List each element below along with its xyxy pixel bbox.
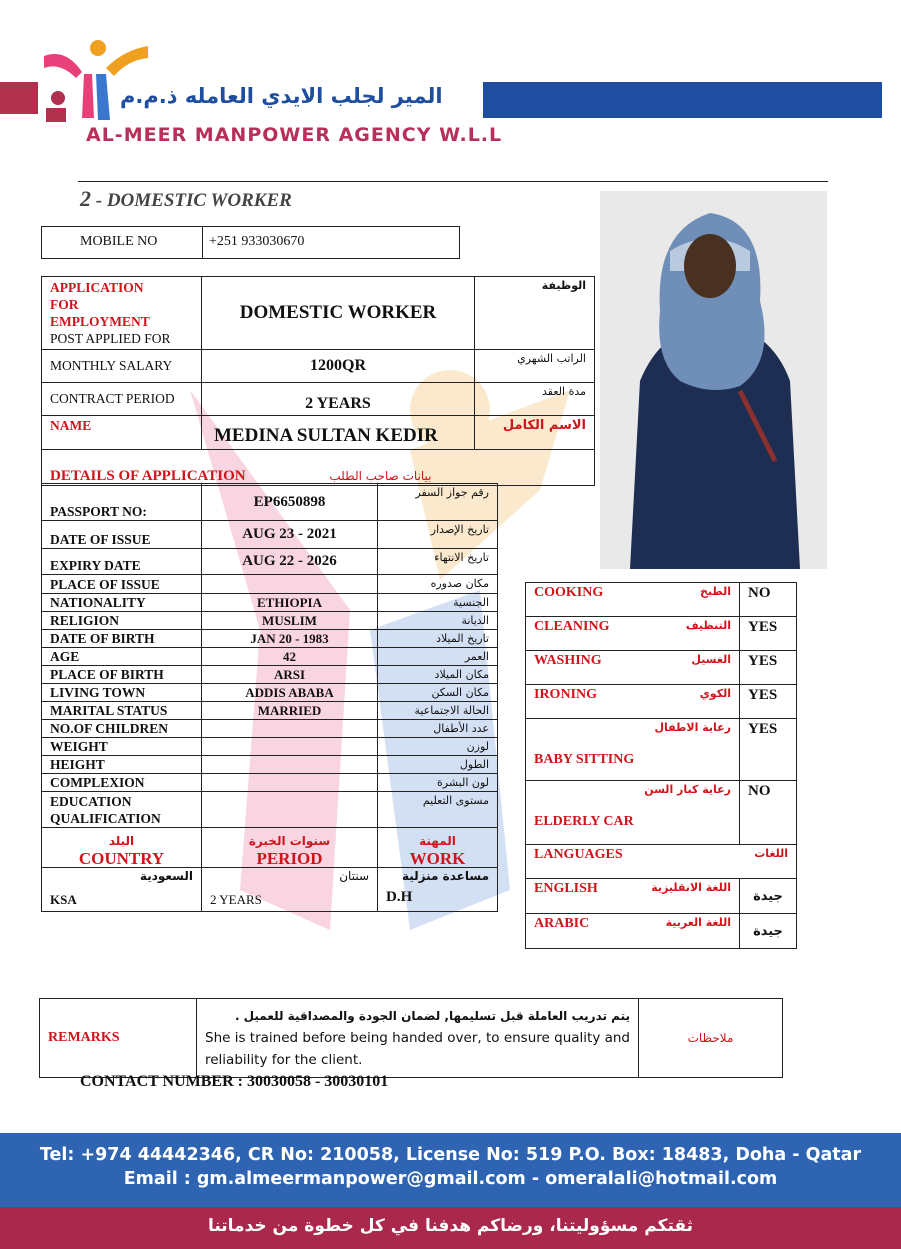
detail-label: NO.OF CHILDREN xyxy=(42,720,202,738)
skill-label: IRONING xyxy=(534,687,598,702)
detail-value xyxy=(202,575,378,594)
application-table xyxy=(41,276,595,486)
remarks-label: REMARKS xyxy=(40,999,197,1078)
skill-label: WASHING xyxy=(534,653,602,668)
languages-header xyxy=(526,845,797,879)
exp-row-country xyxy=(42,868,202,912)
skill-row xyxy=(526,719,797,781)
exp-work-head xyxy=(378,828,498,868)
detail-row xyxy=(42,684,498,702)
skills-table xyxy=(525,582,797,949)
detail-value: AUG 22 - 2026 xyxy=(202,549,378,575)
applicant-photo xyxy=(600,191,827,569)
skill-row xyxy=(526,651,797,685)
skill-row xyxy=(526,583,797,617)
detail-label-ar: مكان الميلاد xyxy=(378,666,498,684)
detail-row xyxy=(42,594,498,612)
exp-row-period-en: 2 YEARS xyxy=(210,892,262,907)
name-label-ar: الاسم الكامل xyxy=(475,416,595,450)
exp-work-ar: المهنة xyxy=(419,834,456,848)
detail-row xyxy=(42,575,498,594)
language-label: ARABIC xyxy=(534,916,590,931)
footer-contact-bar xyxy=(0,1133,901,1207)
skill-value: YES xyxy=(740,617,797,651)
detail-label: DATE OF BIRTH xyxy=(42,630,202,648)
language-label-ar: اللغة العربية xyxy=(665,916,731,929)
detail-value: JAN 20 - 1983 xyxy=(202,630,378,648)
detail-row xyxy=(42,666,498,684)
detail-value: ADDIS ABABA xyxy=(202,684,378,702)
skill-label-cell xyxy=(526,583,740,617)
skill-row xyxy=(526,781,797,845)
footer-line1: Tel: +974 44442346, CR No: 210058, License No: 519 P.O. Box: 18483, Doha - Qatar xyxy=(39,1145,862,1165)
skill-value: YES xyxy=(740,719,797,781)
contact-number: CONTACT NUMBER : 30030058 - 30030101 xyxy=(80,1073,389,1090)
detail-row xyxy=(42,484,498,521)
post-value: DOMESTIC WORKER xyxy=(202,277,475,350)
detail-label: DATE OF ISSUE xyxy=(42,521,202,549)
detail-label-ar: رقم جواز السفر xyxy=(378,484,498,521)
detail-label-ar: الطول xyxy=(378,756,498,774)
skill-label-ar: التنظيف xyxy=(685,619,731,632)
skill-row xyxy=(526,685,797,719)
detail-row xyxy=(42,521,498,549)
exp-row-period-ar: سنتان xyxy=(339,869,369,883)
company-name-english: AL-MEER MANPOWER AGENCY W.L.L xyxy=(86,124,503,146)
detail-label-ar: العمر xyxy=(378,648,498,666)
title-text: - DOMESTIC WORKER xyxy=(91,190,292,211)
detail-row xyxy=(42,648,498,666)
skill-label-ar: الكوي xyxy=(699,687,731,700)
skill-label: ELDERLY CAR xyxy=(534,814,634,829)
languages-label: LANGUAGES xyxy=(534,847,623,862)
skill-row xyxy=(526,617,797,651)
detail-label-ar: الديانة xyxy=(378,612,498,630)
exp-country-head xyxy=(42,828,202,868)
detail-label-ar: عدد الأطفال xyxy=(378,720,498,738)
skill-label-cell xyxy=(526,685,740,719)
detail-row xyxy=(42,549,498,575)
post-label-ar: الوظيفة xyxy=(475,277,595,350)
exp-period-ar: سنوات الخبرة xyxy=(248,834,331,848)
detail-label-ar: الجنسية xyxy=(378,594,498,612)
detail-value: ARSI xyxy=(202,666,378,684)
application-label-line3: EMPLOYMENT xyxy=(50,314,150,329)
footer-slogan-bar xyxy=(0,1207,901,1249)
mobile-value: +251 933030670 xyxy=(203,227,460,259)
skill-value: NO xyxy=(740,781,797,845)
footer-slogan: ثقتكم مسؤوليتنا، ورضاكم هدفنا في كل خطوة من خدماتنا xyxy=(207,1216,694,1236)
detail-row xyxy=(42,702,498,720)
skill-label-ar: الطبخ xyxy=(699,585,731,598)
skill-label: CLEANING xyxy=(534,619,610,634)
detail-label-ar: تاريخ الميلاد xyxy=(378,630,498,648)
exp-country-ar: البلد xyxy=(108,834,135,848)
language-label-ar: اللغة الانقليزية xyxy=(651,881,731,894)
exp-row-work-ar: مساعدة منزلية xyxy=(401,869,489,883)
language-row xyxy=(526,914,797,949)
name-label: NAME xyxy=(42,416,202,450)
exp-country: COUNTRY xyxy=(78,849,165,868)
detail-row xyxy=(42,792,498,828)
post-applied-label: POST APPLIED FOR xyxy=(50,331,171,346)
detail-value: ETHIOPIA xyxy=(202,594,378,612)
company-logo-icon xyxy=(36,38,156,122)
remarks-text xyxy=(197,999,639,1078)
details-table xyxy=(41,483,498,912)
details-header-cell xyxy=(42,450,595,486)
detail-label: COMPLEXION xyxy=(42,774,202,792)
skill-label-ar: رعاية كبار السن xyxy=(644,783,731,796)
detail-value xyxy=(202,792,378,828)
skill-label-ar: الغسيل xyxy=(691,653,731,666)
skill-label-cell xyxy=(526,651,740,685)
contract-value: 2 YEARS xyxy=(202,383,475,416)
detail-value: EP6650898 xyxy=(202,484,378,521)
detail-row xyxy=(42,612,498,630)
exp-period-head xyxy=(202,828,378,868)
language-label-cell xyxy=(526,879,740,914)
company-name-arabic: المير لجلب الايدي العامله ذ.م.م xyxy=(120,84,443,108)
contract-label: CONTRACT PERIOD xyxy=(42,383,202,416)
language-level: جيدة xyxy=(740,879,797,914)
exp-period: PERIOD xyxy=(256,849,323,868)
application-label-line1: APPLICATION xyxy=(50,280,144,295)
skill-value: YES xyxy=(740,651,797,685)
mobile-label: MOBILE NO xyxy=(42,227,203,259)
details-label-ar: بيانات صاحب الطلب xyxy=(329,469,432,483)
skill-label: BABY SITTING xyxy=(534,752,635,767)
salary-label: MONTHLY SALARY xyxy=(42,350,202,383)
detail-label: EXPIRY DATE xyxy=(42,549,202,575)
detail-row xyxy=(42,774,498,792)
detail-label: MARITAL STATUS xyxy=(42,702,202,720)
skill-label-ar: رعاية الاطفال xyxy=(654,721,731,734)
contract-label-ar: مدة العقد xyxy=(475,383,595,416)
header-right-bar xyxy=(483,82,882,118)
header-left-bar xyxy=(0,82,38,114)
skill-value: NO xyxy=(740,583,797,617)
language-label: ENGLISH xyxy=(534,881,598,896)
languages-label-ar: اللغات xyxy=(754,847,788,860)
detail-label-ar: لوزن xyxy=(378,738,498,756)
detail-label: PLACE OF ISSUE xyxy=(42,575,202,594)
application-label-line2: FOR xyxy=(50,297,79,312)
skill-value: YES xyxy=(740,685,797,719)
skill-label-cell xyxy=(526,719,740,781)
exp-row-period xyxy=(202,868,378,912)
detail-label-ar: مكان السكن xyxy=(378,684,498,702)
detail-label-ar: تاريخ الإصدار xyxy=(378,521,498,549)
language-label-cell xyxy=(526,914,740,949)
detail-label-ar: لون البشرة xyxy=(378,774,498,792)
exp-work: WORK xyxy=(409,849,466,868)
exp-row-work-en: D.H xyxy=(386,889,413,905)
detail-value: AUG 23 - 2021 xyxy=(202,521,378,549)
remarks-table xyxy=(39,998,783,1078)
detail-label-ar: الحالة الاجتماعية xyxy=(378,702,498,720)
skill-label-cell xyxy=(526,617,740,651)
detail-label: LIVING TOWN xyxy=(42,684,202,702)
remarks-label-ar: ملاحظات xyxy=(639,999,783,1078)
exp-row-work xyxy=(378,868,498,912)
detail-label: PLACE OF BIRTH xyxy=(42,666,202,684)
detail-label-ar: مستوى التعليم xyxy=(378,792,498,828)
exp-row-country-en: KSA xyxy=(50,892,77,907)
remarks-text-en: She is trained before being handed over, to ensure quality and reliability for the client. xyxy=(205,1030,630,1068)
applicant-photo-illustration xyxy=(600,191,827,569)
detail-row xyxy=(42,738,498,756)
salary-value: 1200QR xyxy=(202,350,475,383)
details-label: DETAILS OF APPLICATION xyxy=(50,468,246,484)
name-value: MEDINA SULTAN KEDIR xyxy=(202,416,475,450)
language-row xyxy=(526,879,797,914)
detail-value xyxy=(202,756,378,774)
detail-label: RELIGION xyxy=(42,612,202,630)
page-title xyxy=(80,186,292,212)
salary-label-ar: الراتب الشهري xyxy=(475,350,595,383)
detail-value: MUSLIM xyxy=(202,612,378,630)
exp-row-country-ar: السعودية xyxy=(139,869,193,883)
footer-line2: Email : gm.almeermanpower@gmail.com - omeralali@hotmail.com xyxy=(123,1169,778,1189)
detail-label: NATIONALITY xyxy=(42,594,202,612)
title-divider xyxy=(78,181,828,182)
skill-label-cell xyxy=(526,781,740,845)
detail-label: HEIGHT xyxy=(42,756,202,774)
detail-row xyxy=(42,756,498,774)
detail-row xyxy=(42,720,498,738)
detail-label: WEIGHT xyxy=(42,738,202,756)
detail-value xyxy=(202,738,378,756)
detail-value xyxy=(202,720,378,738)
detail-label: PASSPORT NO: xyxy=(42,484,202,521)
application-label-cell xyxy=(42,277,202,350)
detail-value: MARRIED xyxy=(202,702,378,720)
remarks-text-ar: يتم تدريب العاملة قبل تسليمها, لضمان الجودة والمصداقية للعميل . xyxy=(234,1009,630,1023)
detail-label-ar: مكان صدوره xyxy=(378,575,498,594)
language-level: جيدة xyxy=(740,914,797,949)
detail-row xyxy=(42,630,498,648)
detail-label-ar: تاريخ الانتهاء xyxy=(378,549,498,575)
detail-value xyxy=(202,774,378,792)
mobile-table xyxy=(41,226,460,259)
skill-label: COOKING xyxy=(534,585,604,600)
detail-label: EDUCATION QUALIFICATION xyxy=(42,792,202,828)
detail-value: 42 xyxy=(202,648,378,666)
detail-label: AGE xyxy=(42,648,202,666)
title-number: 2 xyxy=(80,186,91,211)
